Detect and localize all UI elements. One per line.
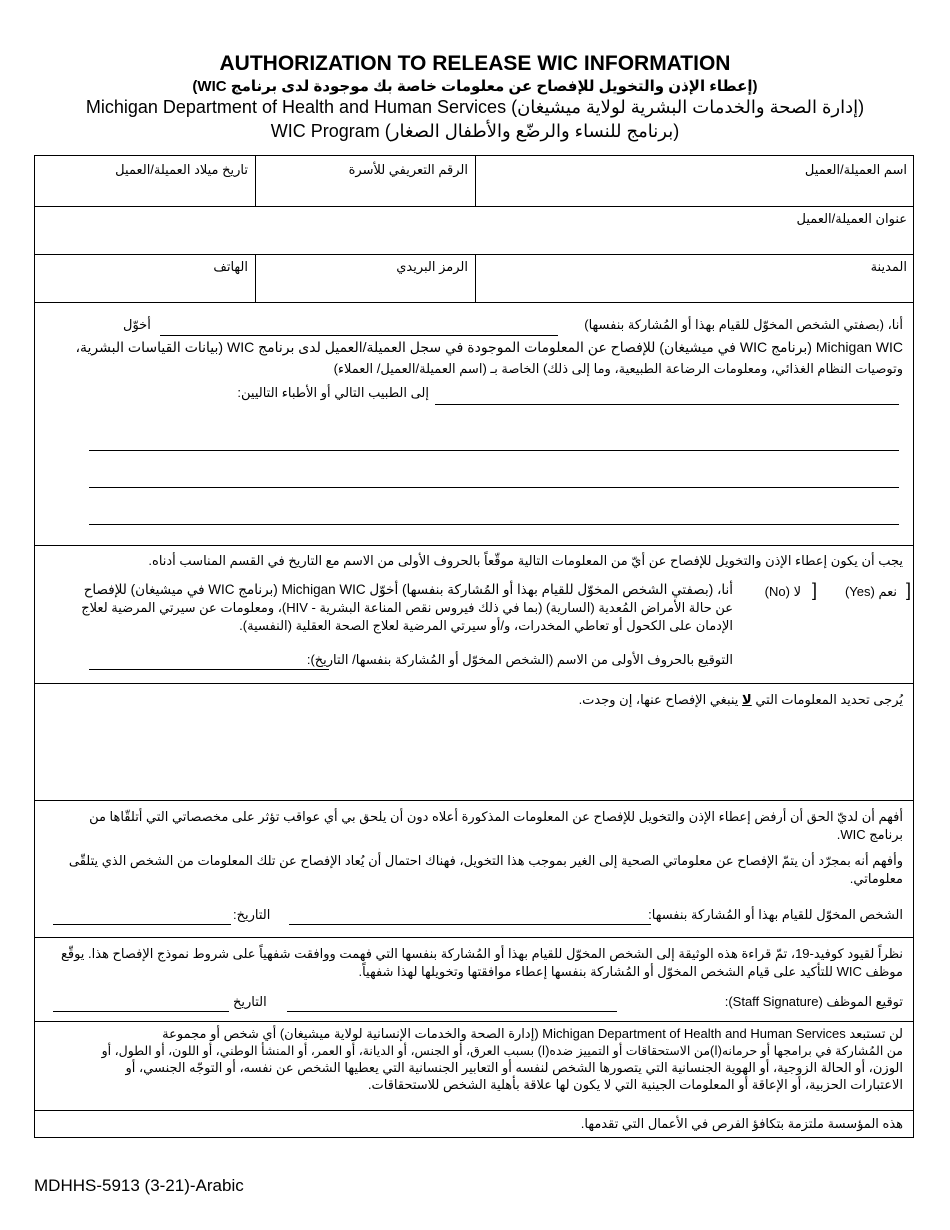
city-label: المدينة xyxy=(870,259,907,274)
client-dob-field[interactable] xyxy=(35,178,254,205)
nondiscrimination-line-2: من المُشاركة في برامجها أو حرمانه(ا)من الاستحقاقات أو التمييز ضده(ا) بسبب العرق، أو الجنس، أو الديانة، أو العمر، أو المنشأ الوطني، أو اللون، أو الطول، أو xyxy=(101,1044,903,1058)
exclusions-field[interactable] xyxy=(35,714,913,800)
consent-section xyxy=(35,800,913,937)
sensitive-line-3: الإدمان على الكحول أو تعاطي المخدرات، و/أو سيرتي المرضية لعلاج الصحة العقلية (النفسية). xyxy=(239,618,733,633)
client-name-field[interactable] xyxy=(476,178,913,205)
client-name-label: اسم العميلة/العميل xyxy=(804,162,907,177)
sensitive-info-section xyxy=(35,545,913,683)
physician-line-1[interactable] xyxy=(89,450,899,451)
authorization-line-2: Michigan WIC (برنامج WIC في ميشيغان) للإفصاح عن المعلومات الموجودة في سجل العميلة/العميل لدى برنامج WIC (بيانات القياسات البشرية، xyxy=(75,339,903,355)
form-number: MDHHS-5913 (3-21)-Arabic xyxy=(34,1176,244,1195)
exclusions-prompt: يُرجى تحديد المعلومات التي لا ينبغي الإفصاح عنها، إن وجدت. xyxy=(578,692,903,707)
consent-date-field[interactable] xyxy=(53,924,231,925)
city-field[interactable] xyxy=(476,277,913,302)
physician-line-3[interactable] xyxy=(89,524,899,525)
authorization-line-1a: أنا، (بصفتي الشخص المخوّل للقيام بهذا أو المُشاركة بنفسها) xyxy=(584,317,903,332)
equal-opportunity-section xyxy=(35,1110,913,1139)
client-dob-label: تاريخ ميلاد العميلة/العميل xyxy=(115,162,248,177)
form-title-arabic: (إعطاء الإذن والتخويل للإفصاح عن معلومات خاصة بك موجودة لدى برنامج WIC) xyxy=(192,78,758,95)
staff-signature-label: توقيع الموظف (Staff Signature): xyxy=(724,994,903,1009)
client-info-row xyxy=(35,156,913,206)
physician-line-2[interactable] xyxy=(89,487,899,488)
consent-para2-line1: وأفهم أنه بمجرّد أن يتمّ الإفصاح عن معلوماتي الصحية إلى الغير بموجب هذا التخويل، فهناك احتمال أن يُعاد الإفصاح عن تلك المعلومات من الشخص الذي يتلقّى xyxy=(68,853,903,868)
sensitive-line-2: عن حالة الأمراض المُعدية (السارية) (بما في ذلك فيروس نقص المناعة البشرية - HIV)، ومعلومات عن سيرتي المرضية لعلاج xyxy=(81,600,733,615)
zip-field[interactable] xyxy=(256,277,474,302)
client-address-label: عنوان العميلة/العميل xyxy=(796,211,907,226)
family-id-label: الرقم التعريفي للأسرة xyxy=(348,162,468,177)
covid-date-label: التاريخ xyxy=(233,994,267,1009)
nondiscrimination-line-3: الوزن، أو الحالة الزوجية، أو الهوية الجنسانية التي يتصورها الشخص لنفسه أو التعابير الجنسانية التي يعطيها الشخص عن نفسه، أو التوجّه الجنسي، أو xyxy=(125,1060,903,1075)
phone-label: الهاتف xyxy=(213,259,248,274)
yes-checkbox[interactable]: ] xyxy=(905,580,911,600)
nondiscrimination-line-1: لن تستبعد Michigan Department of Health and Human Services (إدارة الصحة والخدمات الإنسانية لولاية ميشيغان) أي شخص أو مجموعة xyxy=(162,1026,903,1041)
exclusions-section xyxy=(35,683,913,800)
client-city-row xyxy=(35,254,913,302)
no-label: لا (No) xyxy=(764,584,801,599)
covid-section xyxy=(35,937,913,1021)
sensitive-line-1: أنا، (بصفتي الشخص المخوّل للقيام بهذا أو المُشاركة بنفسها) أخوّل Michigan WIC (برنامج WIC في ميشيغان) للإفصاح xyxy=(83,582,733,597)
client-address-field[interactable] xyxy=(35,229,913,254)
staff-signature-field[interactable] xyxy=(287,1011,617,1012)
initials-label: التوقيع بالحروف الأولى من الاسم (الشخص المخوّل أو المُشاركة بنفسها/ التاريخ): xyxy=(306,652,733,667)
authorization-line-3: وتوصيات النظام الغذائي، ومعلومات الرضاعة الطبيعية، وما إلى ذلك) الخاصة بـ (اسم العميلة/العميل/ العملاء) xyxy=(333,361,903,376)
nondiscrimination-section xyxy=(35,1021,913,1110)
authorization-line-1b: أخوّل xyxy=(123,317,151,332)
covid-line-1: نظراً لقيود كوفيد-19، تمّ قراءة هذه الوثيقة إلى الشخص المخوّل للقيام بهذا أو المُشاركة بنفسها التي فهمت ووافقت شفهياً على شروط نموذج الإفصاح هذا. يوقّع xyxy=(60,946,903,961)
signer-field[interactable] xyxy=(289,924,651,925)
authorization-section xyxy=(35,302,913,545)
yes-label: نعم (Yes) xyxy=(844,584,897,599)
department-name: Michigan Department of Health and Human Services (إدارة الصحة والخدمات البشرية لولاية ميشيغان) xyxy=(85,97,865,117)
signer-label: الشخص المخوّل للقيام بهذا أو المُشاركة بنفسها: xyxy=(648,907,903,922)
consent-date-label: التاريخ: xyxy=(233,907,271,922)
consent-para1-line1: أفهم أن لديّ الحق أن أرفض إعطاء الإذن والتخويل للإفصاح عن المعلومات المذكورة أعلاه دون أن يلحق بي أي عواقب تؤثر على مخصصاتي التي أتلقّاها من xyxy=(89,809,903,824)
form-title: AUTHORIZATION TO RELEASE WIC INFORMATION xyxy=(219,52,731,75)
consent-para2-line2: معلوماتي. xyxy=(849,871,903,886)
covid-line-2: موظف WIC للتأكيد على قيام الشخص المخوّل أو المُشاركة بنفسها إعطاء موافقتها وتخويلها لهذا شفهياً. xyxy=(358,964,903,979)
initials-field[interactable] xyxy=(89,669,329,670)
covid-date-field[interactable] xyxy=(53,1011,229,1012)
authorization-line-4: إلى الطبيب التالي أو الأطباء التاليين: xyxy=(237,385,429,400)
zip-label: الرمز البريدي xyxy=(396,259,468,274)
equal-opportunity-statement: هذه المؤسسة ملتزمة بتكافؤ الفرص في الأعمال التي تقدمها. xyxy=(580,1116,903,1131)
no-checkbox[interactable]: ] xyxy=(811,580,817,600)
program-name: WIC Program (برنامج للنساء والرضّع والأطفال الصغار) xyxy=(270,121,680,141)
authorized-person-field[interactable] xyxy=(160,335,558,336)
family-id-field[interactable] xyxy=(256,178,474,205)
consent-para1-line2: برنامج WIC. xyxy=(836,827,903,842)
nondiscrimination-line-4: الاعتبارات الحزبية، أو الإعاقة أو المعلومات الجينية التي لا يكون لها علاقة بأهلية الشخص للاستحقاقات. xyxy=(367,1077,903,1092)
sensitive-intro: يجب أن يكون إعطاء الإذن والتخويل للإفصاح عن أيّ من المعلومات التالية موقّعاً بالحروف الأولى من الاسم مع التاريخ في القسم المناسب أدناه. xyxy=(148,553,903,568)
client-address-row xyxy=(35,206,913,254)
client-names-field[interactable] xyxy=(435,404,899,405)
authorization-form xyxy=(34,155,914,1138)
phone-field[interactable] xyxy=(35,277,254,302)
